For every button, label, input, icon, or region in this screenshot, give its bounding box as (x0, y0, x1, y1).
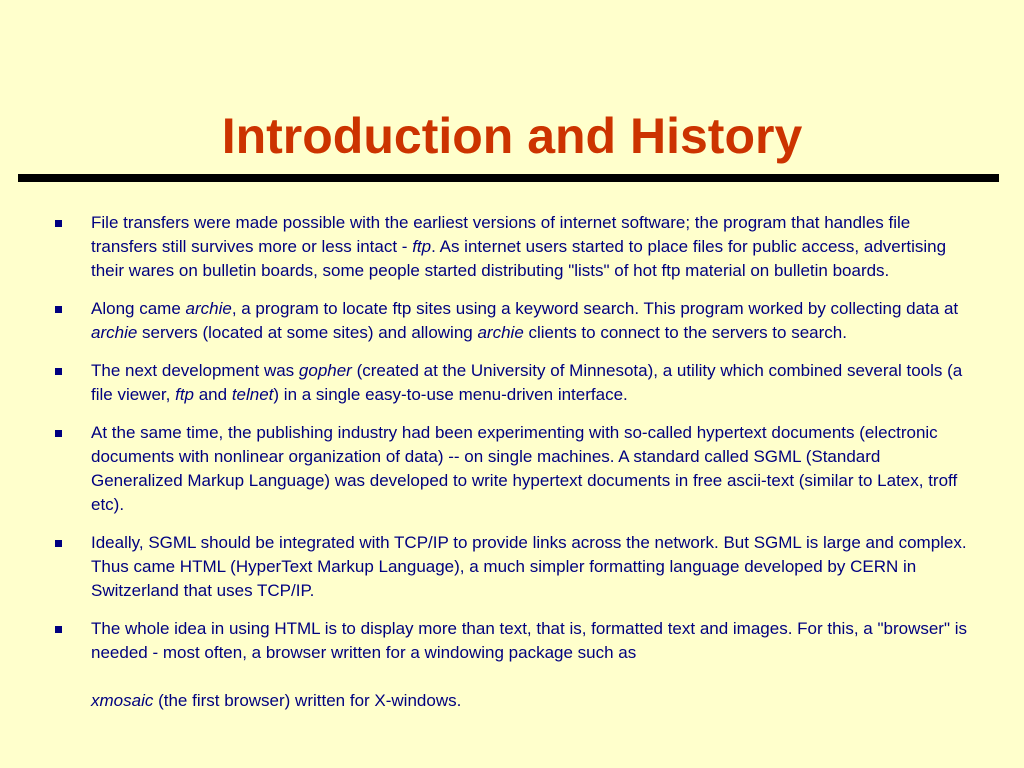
bullet-item (54, 359, 974, 407)
text-run: The next development was (91, 361, 299, 380)
square-bullet-icon (55, 540, 62, 547)
bullet-item (54, 421, 974, 517)
text-run: ) in a single easy-to-use menu-driven interface. (273, 385, 628, 404)
text-run: , a program to locate ftp sites using a keyword search. This program worked by collecting data at (231, 299, 959, 318)
italic-term: xmosaic (91, 691, 154, 710)
square-bullet-icon (55, 626, 62, 633)
italic-term: ftp (175, 385, 194, 404)
square-bullet-icon (55, 220, 62, 227)
text-run: (the first browser) written for X-windows. (153, 691, 462, 710)
text-run: . As internet users started to place files for public access, advertising their wares on bulletin boards, some people started distributing "lists" of hot ftp material on bulletin boards. (91, 237, 947, 280)
text-run: Ideally, SGML should be integrated with TCP/IP to provide links across the network. But SGML is large and complex. Thus came HTML (HyperText Markup Language), a much simpler formatting language developed by CERN in Switzerland that uses TCP/IP. (91, 533, 967, 600)
square-bullet-icon (55, 306, 62, 313)
bullet-text (91, 423, 957, 514)
text-run: At the same time, the publishing industry had been experimenting with so-called hypertext documents (electronic documents with nonlinear organization of data) -- on single machines. A standard called SGML (Standard Generalized Markup Language) was developed to write hypertext documents in free ascii-text (similar to Latex, troff etc). (91, 423, 958, 514)
slide-title: Introduction and History (221, 107, 803, 164)
text-run: (created at the University of Minnesota), a utility which combined several tools (a file viewer, (91, 361, 963, 404)
bullet-item (54, 211, 974, 283)
bullet-text (91, 619, 974, 710)
square-bullet-icon (55, 368, 62, 375)
square-bullet-icon (55, 430, 62, 437)
italic-term: archie (185, 299, 232, 318)
text-run: File transfers were made possible with the earliest versions of internet software; the program that handles file transfers still survives more or less intact - (91, 213, 911, 256)
bullet-item (54, 531, 974, 603)
bullet-list (54, 211, 974, 727)
italic-term: gopher (298, 361, 352, 380)
bullet-text (91, 361, 962, 404)
italic-term: ftp (412, 237, 432, 256)
text-run: clients to connect to the servers to search. (523, 323, 847, 342)
line-gap (91, 665, 974, 689)
text-run: and (194, 385, 232, 404)
bullet-item (54, 617, 974, 713)
bullet-text (91, 533, 967, 600)
bullet-text (91, 299, 958, 342)
text-run: Along came (91, 299, 186, 318)
bullet-text (91, 213, 946, 280)
text-run: servers (located at some sites) and allowing (137, 323, 478, 342)
italic-term: archie (477, 323, 524, 342)
bullet-item (54, 297, 974, 345)
text-run: The whole idea in using HTML is to display more than text, that is, formatted text and images. For this, a "browser" is needed - most often, a browser written for a windowing package such as (91, 619, 967, 662)
italic-term: archie (91, 323, 138, 342)
title-divider (18, 174, 999, 182)
italic-term: telnet (231, 385, 274, 404)
